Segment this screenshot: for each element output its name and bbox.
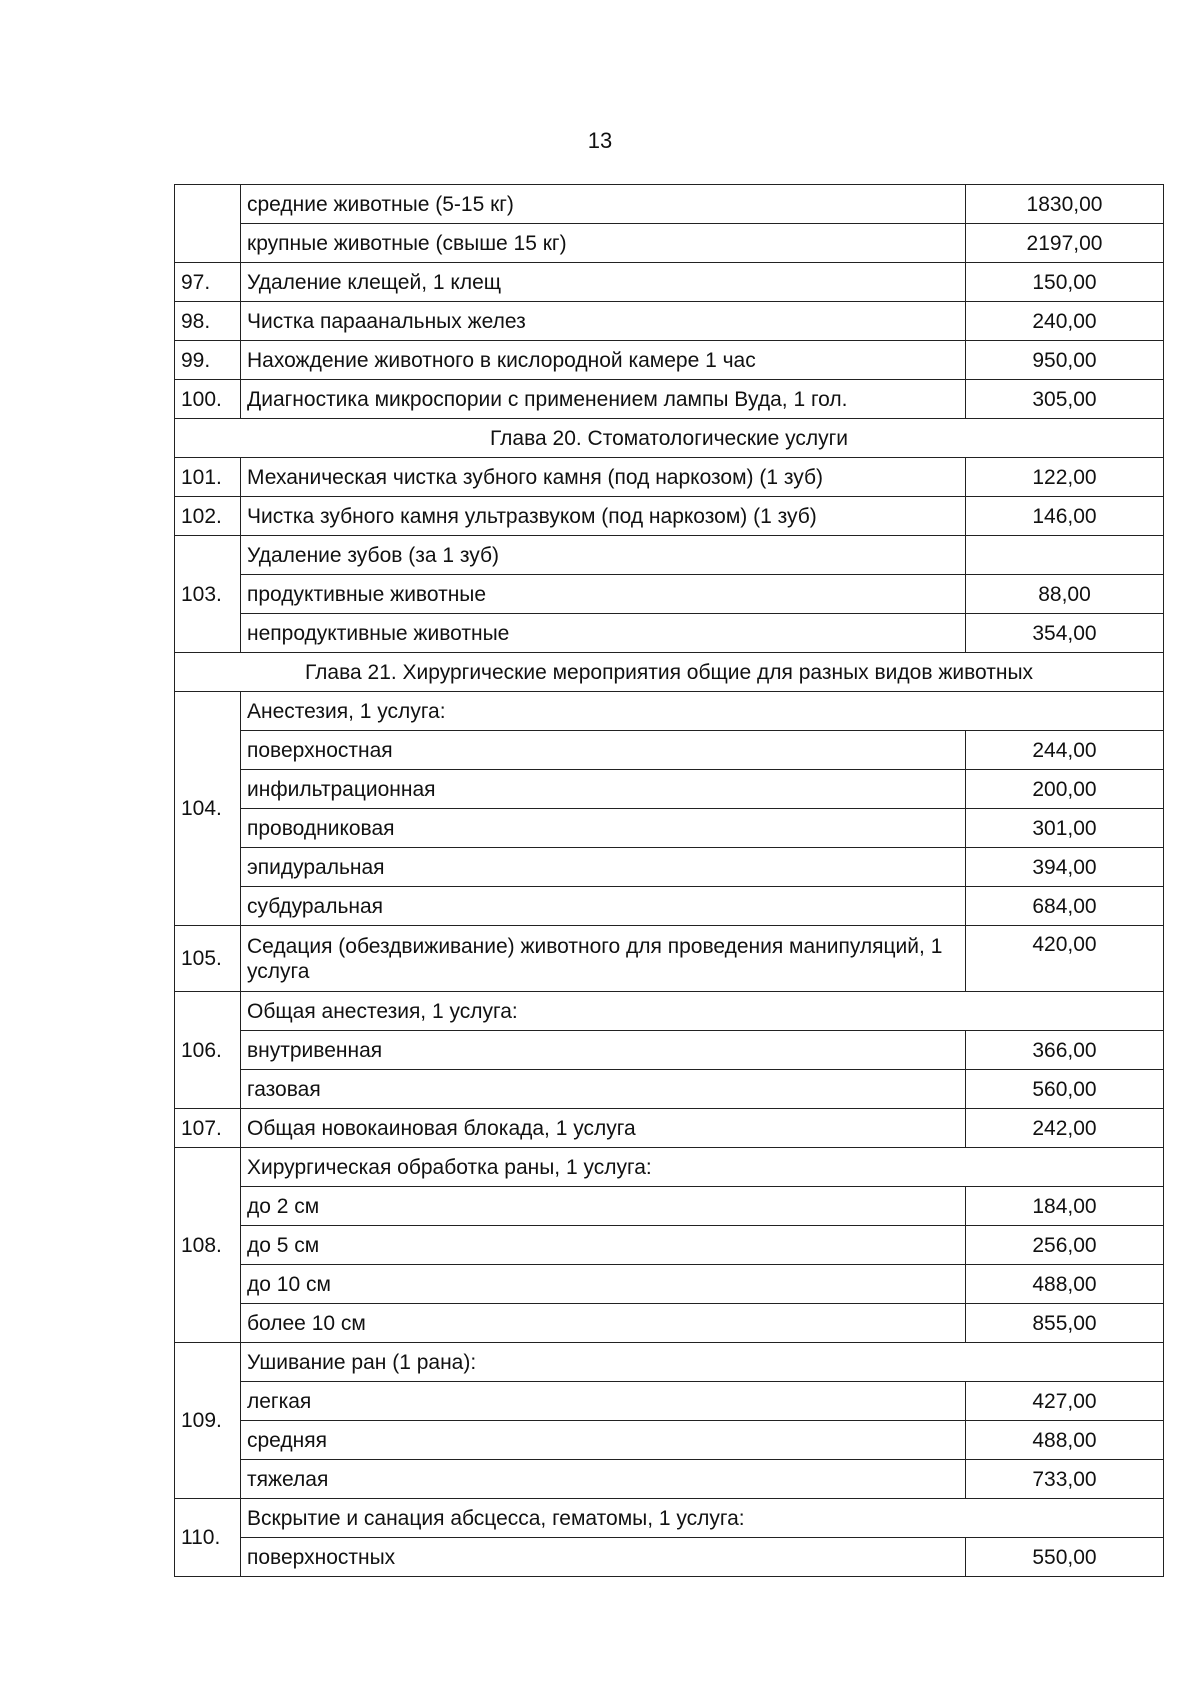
service-price	[966, 536, 1164, 575]
table-row	[175, 1031, 1164, 1070]
chapter-row	[175, 653, 1164, 692]
table-row	[175, 809, 1164, 848]
service-price: 733,00	[966, 1460, 1164, 1499]
table-row	[175, 731, 1164, 770]
table-row	[175, 614, 1164, 653]
table-row	[175, 848, 1164, 887]
service-description: Общая анестезия, 1 услуга:	[241, 992, 1164, 1031]
service-description: Чистка зубного камня ультразвуком (под наркозом) (1 зуб)	[241, 497, 966, 536]
service-price: 88,00	[966, 575, 1164, 614]
table-row	[175, 992, 1164, 1031]
service-price: 855,00	[966, 1304, 1164, 1343]
service-description: Общая новокаиновая блокада, 1 услуга	[241, 1109, 966, 1148]
service-description: Нахождение животного в кислородной камере 1 час	[241, 341, 966, 380]
service-price: 684,00	[966, 887, 1164, 926]
service-price: 394,00	[966, 848, 1164, 887]
table-row	[175, 458, 1164, 497]
service-description: крупные животные (свыше 15 кг)	[241, 224, 966, 263]
service-price: 950,00	[966, 341, 1164, 380]
service-price: 366,00	[966, 1031, 1164, 1070]
table-row	[175, 887, 1164, 926]
table-row	[175, 302, 1164, 341]
table-row	[175, 224, 1164, 263]
service-description: Удаление зубов (за 1 зуб)	[241, 536, 966, 575]
table-row	[175, 926, 1164, 992]
service-description: инфильтрационная	[241, 770, 966, 809]
chapter-row	[175, 419, 1164, 458]
service-description: проводниковая	[241, 809, 966, 848]
page-number: 13	[587, 128, 613, 153]
service-description: Седация (обездвиживание) животного для проведения манипуляций, 1 услуга	[241, 926, 966, 992]
item-number: 102.	[175, 497, 241, 536]
service-price: 122,00	[966, 458, 1164, 497]
service-description: до 2 см	[241, 1187, 966, 1226]
service-description: до 10 см	[241, 1265, 966, 1304]
item-number: 109.	[175, 1343, 241, 1499]
table-row	[175, 1343, 1164, 1382]
table-row	[175, 1265, 1164, 1304]
item-number: 99.	[175, 341, 241, 380]
service-description: непродуктивные животные	[241, 614, 966, 653]
service-description: Диагностика микроспории с применением лампы Вуда, 1 гол.	[241, 380, 966, 419]
service-price: 420,00	[966, 926, 1164, 992]
service-price: 305,00	[966, 380, 1164, 419]
table-row	[175, 1499, 1164, 1538]
service-price: 242,00	[966, 1109, 1164, 1148]
service-description: легкая	[241, 1382, 966, 1421]
item-number: 101.	[175, 458, 241, 497]
service-price: 2197,00	[966, 224, 1164, 263]
table-row	[175, 536, 1164, 575]
item-number: 103.	[175, 536, 241, 653]
item-number: 107.	[175, 1109, 241, 1148]
table-row	[175, 1070, 1164, 1109]
table-row	[175, 1226, 1164, 1265]
service-description: поверхностная	[241, 731, 966, 770]
service-price: 550,00	[966, 1538, 1164, 1577]
table-row	[175, 497, 1164, 536]
item-number: 105.	[175, 926, 241, 992]
table-row	[175, 770, 1164, 809]
service-description: Механическая чистка зубного камня (под наркозом) (1 зуб)	[241, 458, 966, 497]
item-number: 106.	[175, 992, 241, 1109]
service-description: внутривенная	[241, 1031, 966, 1070]
service-price: 560,00	[966, 1070, 1164, 1109]
table-row	[175, 1421, 1164, 1460]
service-description: до 5 см	[241, 1226, 966, 1265]
table-row	[175, 1538, 1164, 1577]
service-price: 256,00	[966, 1226, 1164, 1265]
service-description: эпидуральная	[241, 848, 966, 887]
table-row	[175, 1109, 1164, 1148]
item-number: 104.	[175, 692, 241, 926]
table-row	[175, 380, 1164, 419]
service-description: поверхностных	[241, 1538, 966, 1577]
item-number: 98.	[175, 302, 241, 341]
service-description: газовая	[241, 1070, 966, 1109]
service-price: 488,00	[966, 1265, 1164, 1304]
service-description: Удаление клещей, 1 клещ	[241, 263, 966, 302]
service-price: 1830,00	[966, 185, 1164, 224]
service-description: Хирургическая обработка раны, 1 услуга:	[241, 1148, 1164, 1187]
table-row	[175, 263, 1164, 302]
service-price: 200,00	[966, 770, 1164, 809]
table-row	[175, 1187, 1164, 1226]
item-number: 108.	[175, 1148, 241, 1343]
service-price: 150,00	[966, 263, 1164, 302]
table-row	[175, 692, 1164, 731]
item-number-cell	[175, 185, 241, 263]
service-description: Анестезия, 1 услуга:	[241, 692, 1164, 731]
service-price: 301,00	[966, 809, 1164, 848]
service-description: Вскрытие и санация абсцесса, гематомы, 1 услуга:	[241, 1499, 1164, 1538]
service-price: 488,00	[966, 1421, 1164, 1460]
service-price: 184,00	[966, 1187, 1164, 1226]
item-number: 100.	[175, 380, 241, 419]
table-row	[175, 1460, 1164, 1499]
table-row	[175, 341, 1164, 380]
service-description: тяжелая	[241, 1460, 966, 1499]
chapter-heading: Глава 20. Стоматологические услуги	[175, 419, 1164, 458]
table-row	[175, 1304, 1164, 1343]
service-price: 244,00	[966, 731, 1164, 770]
table-row	[175, 1382, 1164, 1421]
service-description: продуктивные животные	[241, 575, 966, 614]
item-number: 110.	[175, 1499, 241, 1577]
chapter-heading: Глава 21. Хирургические мероприятия общие для разных видов животных	[175, 653, 1164, 692]
service-price: 146,00	[966, 497, 1164, 536]
table-row	[175, 575, 1164, 614]
service-price: 354,00	[966, 614, 1164, 653]
service-description: субдуральная	[241, 887, 966, 926]
service-price: 240,00	[966, 302, 1164, 341]
service-price: 427,00	[966, 1382, 1164, 1421]
table-row	[175, 185, 1164, 224]
price-table	[174, 184, 1164, 1577]
service-description: средняя	[241, 1421, 966, 1460]
item-number: 97.	[175, 263, 241, 302]
service-description: средние животные (5-15 кг)	[241, 185, 966, 224]
table-row	[175, 1148, 1164, 1187]
service-description: Чистка параанальных желез	[241, 302, 966, 341]
service-description: Ушивание ран (1 рана):	[241, 1343, 1164, 1382]
service-description: более 10 см	[241, 1304, 966, 1343]
